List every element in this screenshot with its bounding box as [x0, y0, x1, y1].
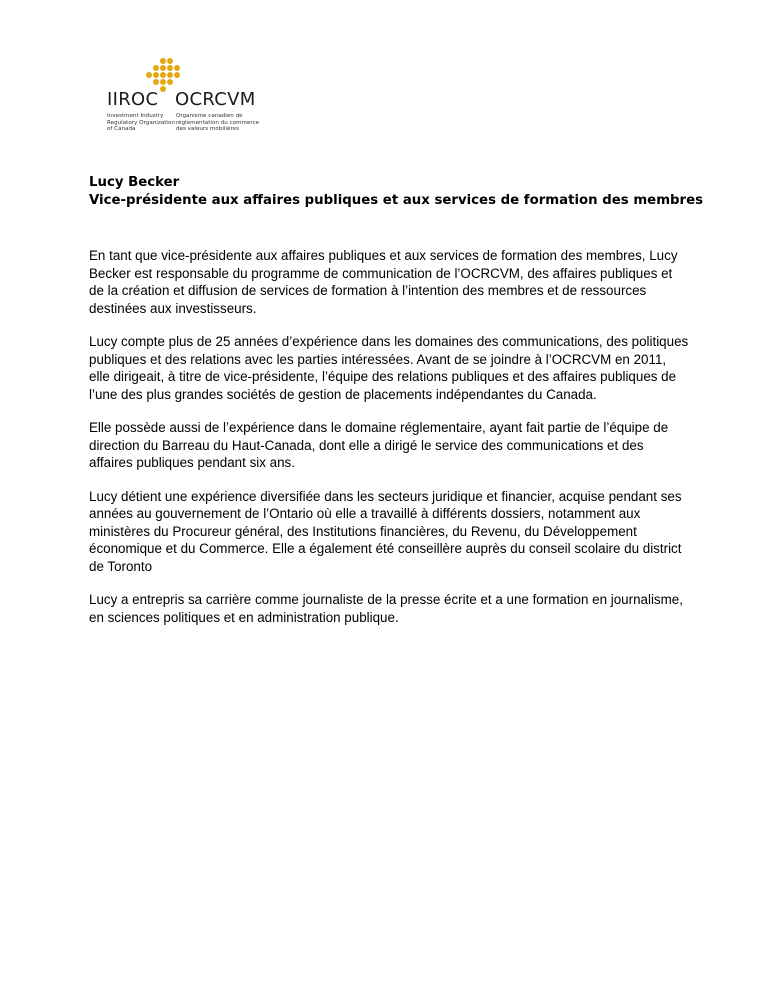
person-title: Vice-présidente aux affaires publiques et aux services de formation des membres: [89, 193, 704, 208]
logo-iiroc-wordmark: IIROC: [107, 89, 159, 110]
bio-paragraph: Lucy a entrepris sa carrière comme journaliste de la presse écrite et a une formation en journalisme, en sciences politiques et en administration publique.: [89, 592, 683, 625]
logo-dots-mark: [107, 54, 297, 94]
bio-body: [89, 247, 689, 626]
bio-content: [89, 174, 704, 642]
bio-paragraph: Lucy compte plus de 25 années d’expérience dans les domaines des communications, des politiques publiques et des relations avec les parties intéressées. Avant de se joindre à l’OCRCVM en 2011, elle dirigeait, à titre de vice-présidente, l’équipe des relations publiques et des affaires publiques de l’une des plus grandes sociétés de gestion de placements indépendantes du Canada.: [89, 334, 689, 402]
bio-paragraph: Lucy détient une expérience diversifiée dans les secteurs juridique et financier, acquise pendant ses années au gouvernement de l’Ontario où elle a travaillé à différents dossiers, notamment aux ministères du Procureur général, des Institutions financières, du Revenu, du Développement économique et du Commerce. Elle a également été conseillère auprès du conseil scolaire du district de Toronto: [89, 488, 682, 574]
bio-paragraph: Elle possède aussi de l’expérience dans le domaine réglementaire, ayant fait partie de l’équipe de direction du Barreau du Haut-Canada, dont elle a dirigé le service des communications et des affaires publiques pendant six ans.: [89, 420, 669, 470]
person-name: Lucy Becker: [89, 175, 180, 190]
logo-french-subtitle: Organisme canadien de réglementation du commerce des valeurs mobilières: [176, 113, 260, 133]
iiroc-logo: [107, 54, 297, 134]
bio-paragraph: En tant que vice-présidente aux affaires publiques et aux services de formation des membres, Lucy Becker est responsable du programme de communication de l’OCRCVM, des affaires publiques et de la création et diffusion de services de formation à l’intention des membres et de ressources destinées aux investisseurs.: [89, 248, 678, 316]
logo-ocrcvm-wordmark: OCRCVM: [175, 89, 256, 110]
logo-english-subtitle: Investment Industry Regulatory Organization of Canada: [107, 113, 175, 133]
